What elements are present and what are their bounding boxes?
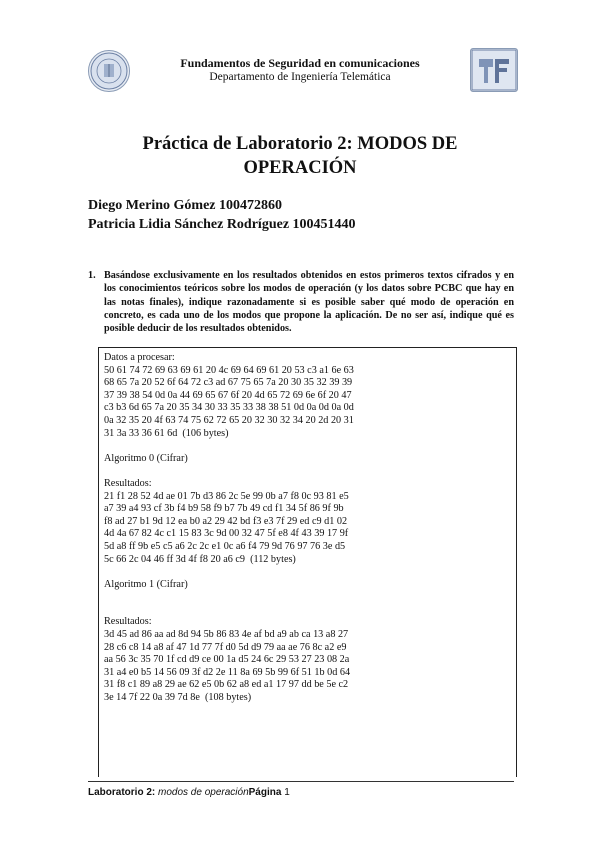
title-line-1: Práctica de Laboratorio 2: MODOS DE [142,134,458,154]
output-line: Datos a procesar: [104,352,175,363]
output-line: a7 39 a4 93 cf 3b f4 b9 58 f9 b7 7b 49 cd f1 34 5f 86 9f 9b [104,503,344,515]
output-line: c3 b3 6d 65 7a 20 35 34 30 33 35 33 38 38 51 0d 0a 0d 0a 0d [104,402,354,414]
output-line: 5d a8 ff 9b e5 c5 a6 2c 2c e1 0c a6 f4 79 9d 76 97 76 3e d5 [104,540,346,552]
output-line: 31 a4 e0 b5 14 56 09 3f d2 2e 11 8a 69 5b 99 6f 51 1b 0d 64 [104,666,351,678]
footer-prefix: Laboratorio 2: [88,787,159,798]
title-line-2: OPERACIÓN [243,158,357,178]
output-line [104,440,516,453]
author-1: Diego Merino Gómez 100472860 [88,198,283,213]
output-line: 31 f8 c1 89 a8 29 ae 62 e5 0b 62 a8 ed a1 17 97 dd be 5e c2 [104,679,349,691]
output-line: 3d 45 ad 86 aa ad 8d 94 5b 86 83 4e af bd a9 ab ca 13 a8 27 [104,629,349,641]
output-line: 4d 4a 67 82 4c c1 15 83 3c 9d 00 32 47 5f e8 4f 43 39 17 9f [104,528,349,540]
question-number: 1. [88,270,96,281]
results-output-box [98,347,517,777]
header-subtitle: Departamento de Ingeniería Telemática [209,71,391,83]
footer-page-label: Página [248,787,282,798]
footer-page-number: 1 [284,787,290,798]
output-line [104,591,516,604]
department-logo-icon [470,48,518,92]
university-seal-icon [88,50,130,92]
output-line: Algoritmo 1 (Cifrar) [104,578,188,590]
output-line: Resultados: [104,477,152,489]
question-1 [88,269,514,335]
authors-block [88,196,356,234]
output-line: aa 56 3c 35 70 1f cd d9 ce 00 1a d5 24 6c 29 53 27 23 08 2a [104,654,350,666]
output-line: 21 f1 28 52 4d ae 01 7b d3 86 2c 5e 99 0b a7 f8 0c 93 81 e5 [104,490,349,502]
author-2: Patricia Lidia Sánchez Rodríguez 100451440 [88,217,356,232]
output-line: 31 3a 33 36 61 6d (106 bytes) [104,427,229,439]
output-line: 28 c6 c8 14 a8 af 47 1d 77 7f d0 5d d9 79 aa ae 76 8c a2 e9 [104,641,347,653]
footer-italic: modos de operación [158,787,249,798]
output-line: 0a 32 35 20 4f 63 74 75 62 72 65 20 32 30 32 34 20 2d 20 31 [104,414,354,426]
output-line: 68 65 7a 20 52 6f 64 72 c3 ad 67 75 65 7a 20 30 35 32 39 39 [104,377,353,389]
output-line [104,465,516,478]
page-footer [88,787,290,798]
output-line: Algoritmo 0 (Cifrar) [104,452,188,464]
output-line: Resultados: [104,616,152,628]
footer-divider [88,781,514,782]
output-line [104,604,516,617]
output-line: 50 61 74 72 69 63 69 61 20 4c 69 64 69 61 20 53 c3 a1 6e 63 [104,364,354,376]
output-line: 5c 66 2c 04 46 ff 3d 4f f8 20 a6 c9 (112 bytes) [104,553,296,565]
output-line: 3e 14 7f 22 0a 39 7d 8e (108 bytes) [104,692,252,704]
header-title: Fundamentos de Seguridad en comunicaciones [180,56,420,70]
output-line: 37 39 38 54 0d 0a 44 69 65 67 6f 20 4d 65 72 69 6e 6f 20 47 [104,389,352,401]
output-line [104,566,516,579]
output-line: f8 ad 27 b1 9d 12 ea b0 a2 29 42 bd f3 e3 7f 29 ed c9 d1 02 [104,515,348,527]
question-text: Basándose exclusivamente en los resultados obtenidos en estos primeros textos cifrados y en los conocimientos teóricos sobre los modos de operación (y los datos sobre PCBC que hay en las notas finales), indique razonadamente si es posible saber qué modo de operación en concreto, es cada uno de los modos que propone la aplicación. De no ser así, indique qué es posible deducir de los resultados obtenidos. [104,270,514,335]
document-title [110,132,490,180]
